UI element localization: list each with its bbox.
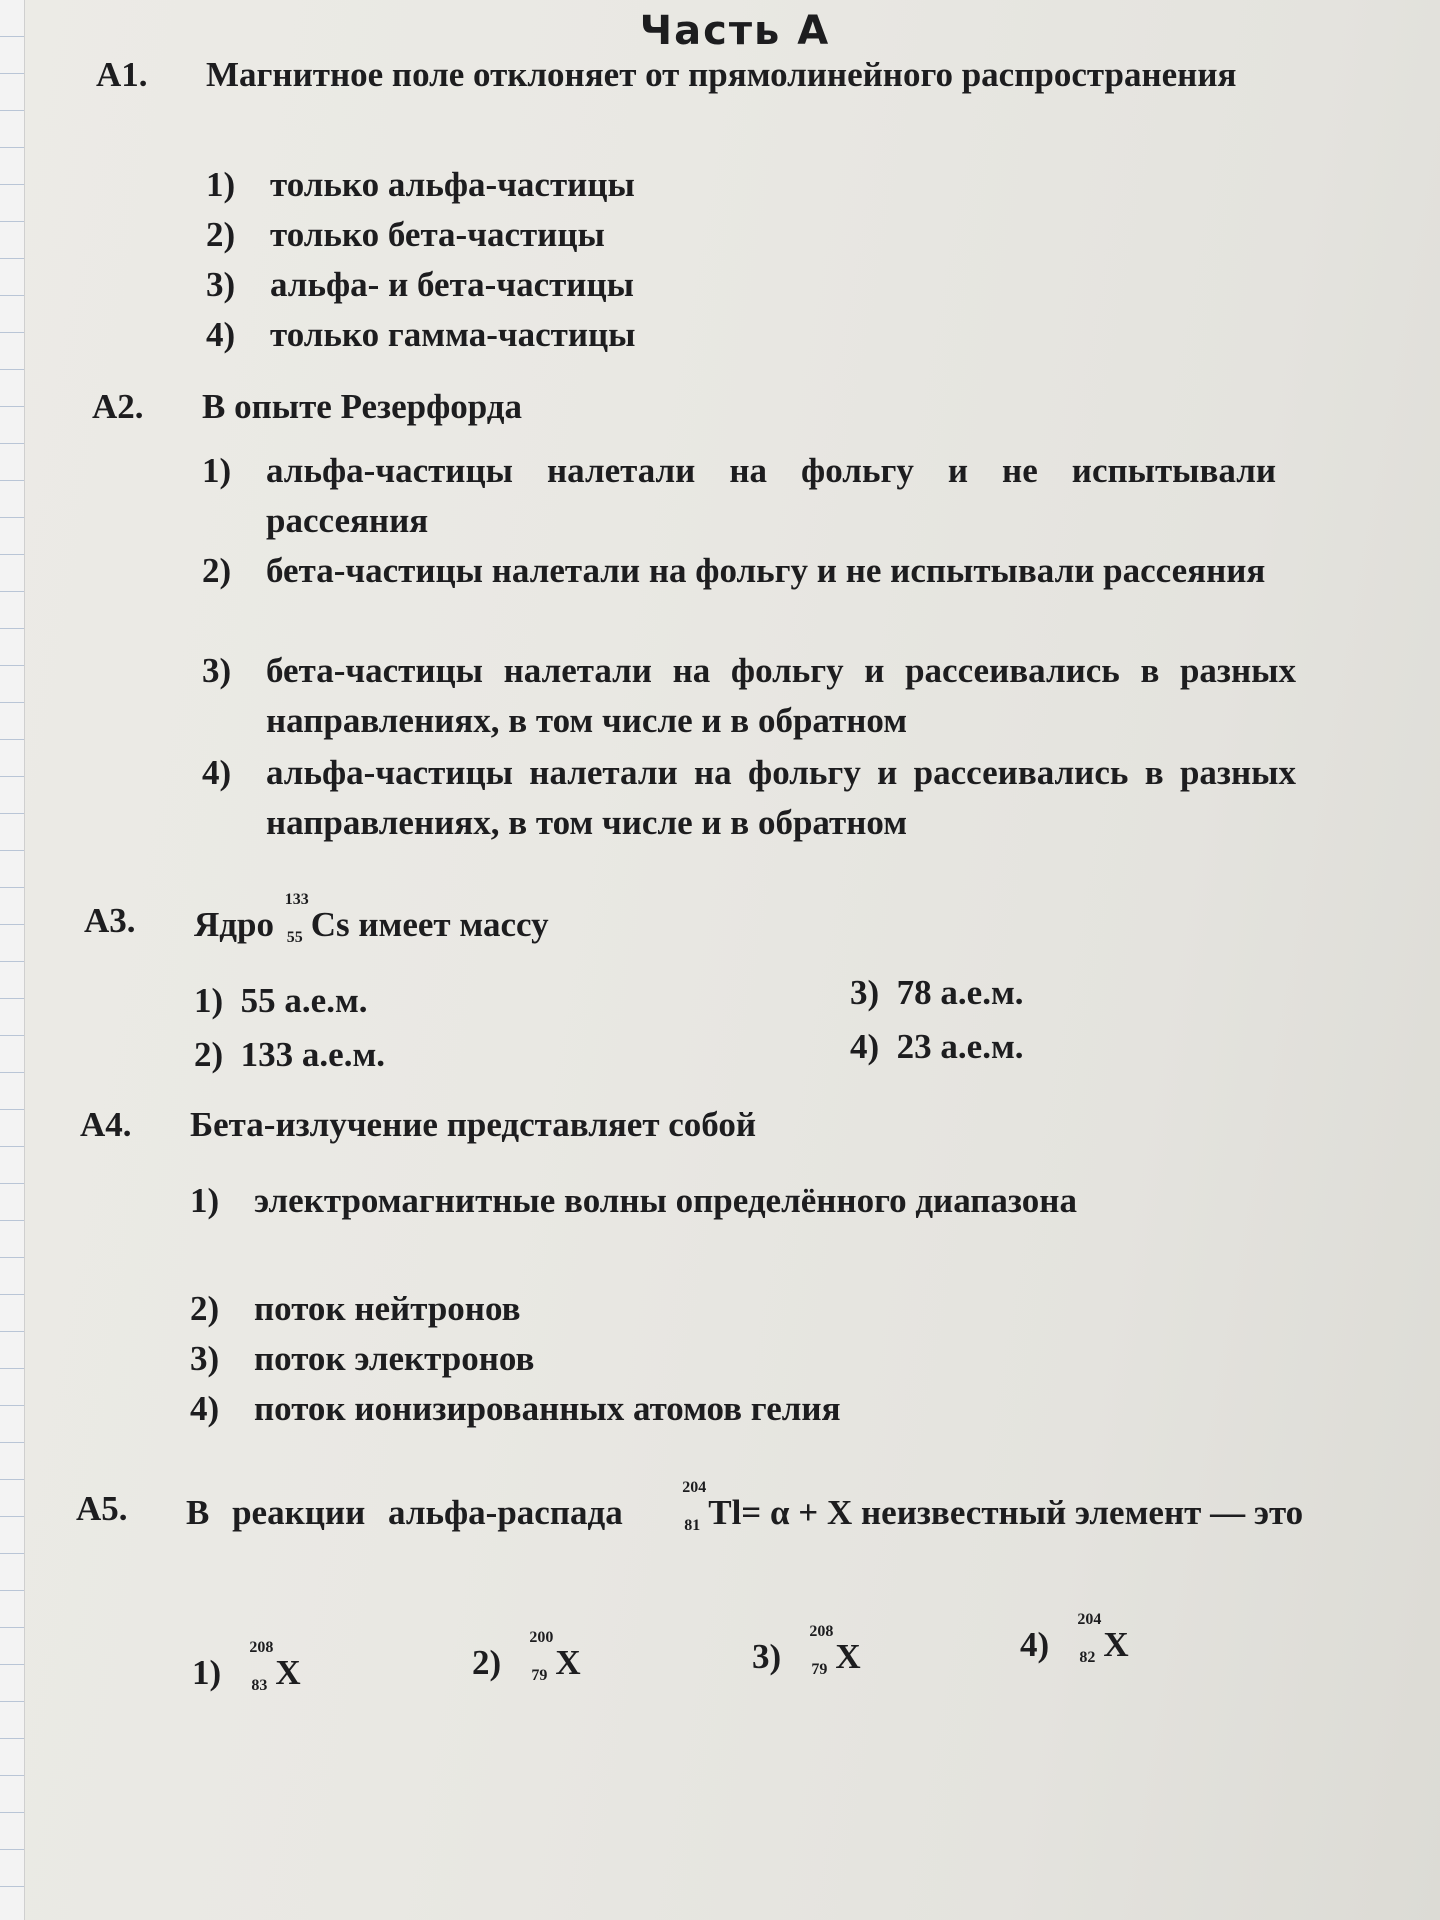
element-symbol: X — [555, 1643, 581, 1682]
nucleus-notation — [1075, 1611, 1103, 1666]
option-number: 4) — [850, 1027, 880, 1066]
mass-number: 204 — [682, 1479, 707, 1496]
question-number: А5. — [76, 1489, 128, 1528]
notebook-paper-edge — [0, 0, 25, 1920]
option-text: только гамма-частицы — [270, 315, 636, 354]
nucleus-notation — [527, 1629, 555, 1684]
option-1 — [192, 1639, 301, 1698]
atomic-number: 81 — [684, 1517, 701, 1534]
option-3 — [752, 1623, 861, 1682]
option-text: поток электронов — [254, 1339, 535, 1378]
question-stem: Бета-излучение представляет собой — [190, 1105, 756, 1144]
element-symbol: Tl — [708, 1493, 742, 1532]
mass-number: 208 — [249, 1639, 274, 1656]
option-number: 4) — [202, 753, 232, 792]
option-text: поток нейтронов — [254, 1289, 521, 1328]
question-a1 — [96, 50, 1356, 360]
cesium-nucleus-notation — [283, 891, 311, 946]
question-number: А3. — [84, 901, 136, 940]
option-3 — [850, 968, 1024, 1018]
option-number: 3) — [850, 973, 880, 1012]
equation-rest: = α + X — [741, 1493, 853, 1532]
question-number: А2. — [92, 387, 144, 426]
option-number: 1) — [194, 981, 224, 1020]
nucleus-notation — [807, 1623, 835, 1678]
element-symbol: X — [835, 1637, 861, 1676]
nucleus-notation — [247, 1639, 275, 1694]
question-stem: Магнитное поле отклоняет от прямолинейного распространения — [206, 55, 1237, 94]
atomic-number: 79 — [811, 1661, 828, 1678]
option-text: бета-частицы налетали на фольгу и не испытывали рассеяния — [266, 551, 1266, 590]
option-text: альфа-частицы налетали на фольгу и не испытывали рассеяния — [266, 451, 1276, 540]
atomic-number: 55 — [286, 929, 303, 946]
question-a5 — [76, 1479, 1376, 1724]
option-number: 1) — [190, 1181, 220, 1220]
option-1 — [194, 976, 368, 1026]
option-number: 2) — [190, 1289, 220, 1328]
option-text: поток ионизированных атомов гелия — [254, 1389, 841, 1428]
option-number: 2) — [202, 551, 232, 590]
option-number: 4) — [206, 315, 236, 354]
option-number: 3) — [202, 651, 232, 690]
option-text: 78 а.е.м. — [896, 973, 1024, 1012]
option-number: 3) — [206, 265, 236, 304]
option-number: 4) — [1020, 1625, 1050, 1664]
element-symbol: X — [275, 1653, 301, 1692]
mass-number: 204 — [1077, 1611, 1102, 1628]
option-text: альфа-частицы налетали на фольгу и рассеивались в разных направлениях, в том числе и в обратном — [266, 753, 1296, 842]
stem-text: В реакции альфа-распада — [186, 1493, 623, 1532]
option-number: 3) — [190, 1339, 220, 1378]
option-number: 2) — [472, 1643, 502, 1682]
atomic-number: 79 — [531, 1667, 548, 1684]
part-title: Часть А — [639, 8, 831, 54]
option-number: 4) — [190, 1389, 220, 1428]
question-a4 — [80, 1100, 1340, 1440]
option-4 — [1020, 1611, 1129, 1670]
question-stem — [194, 891, 1344, 950]
option-number: 1) — [202, 451, 232, 490]
element-symbol: Cs — [310, 905, 350, 944]
option-number: 3) — [752, 1637, 782, 1676]
option-text: только бета-частицы — [270, 215, 605, 254]
question-number: А1. — [96, 55, 148, 94]
question-a3 — [84, 891, 1344, 1076]
option-number: 2) — [206, 215, 236, 254]
question-a2 — [92, 382, 1352, 852]
element-symbol: X — [1103, 1625, 1129, 1664]
atomic-number: 82 — [1079, 1649, 1096, 1666]
option-4 — [850, 1022, 1024, 1072]
mass-number: 200 — [529, 1629, 554, 1646]
question-number: А4. — [80, 1105, 132, 1144]
option-text: только альфа-частицы — [270, 165, 635, 204]
option-text: 133 а.е.м. — [240, 1035, 386, 1074]
option-number: 1) — [206, 165, 236, 204]
option-number: 2) — [194, 1035, 224, 1074]
mass-number: 208 — [809, 1623, 834, 1640]
question-stem: В опыте Резерфорда — [202, 387, 523, 426]
option-text: электромагнитные волны определённого диапазона — [254, 1181, 1077, 1220]
stem-text: неизвестный элемент — это — [861, 1493, 1304, 1532]
option-2 — [472, 1629, 581, 1688]
stem-text: Ядро — [194, 905, 274, 944]
question-stem — [186, 1479, 1376, 1538]
option-text: 55 а.е.м. — [240, 981, 368, 1020]
option-number: 1) — [192, 1653, 222, 1692]
option-2 — [194, 1030, 385, 1080]
stem-text: имеет массу — [358, 905, 549, 944]
thallium-nucleus-notation — [680, 1479, 708, 1534]
atomic-number: 83 — [251, 1677, 268, 1694]
mass-number: 133 — [284, 891, 309, 908]
option-text: бета-частицы налетали на фольгу и рассеивались в разных направлениях, в том числе и в обратном — [266, 651, 1296, 740]
option-text: 23 а.е.м. — [896, 1027, 1024, 1066]
option-text: альфа- и бета-частицы — [270, 265, 634, 304]
